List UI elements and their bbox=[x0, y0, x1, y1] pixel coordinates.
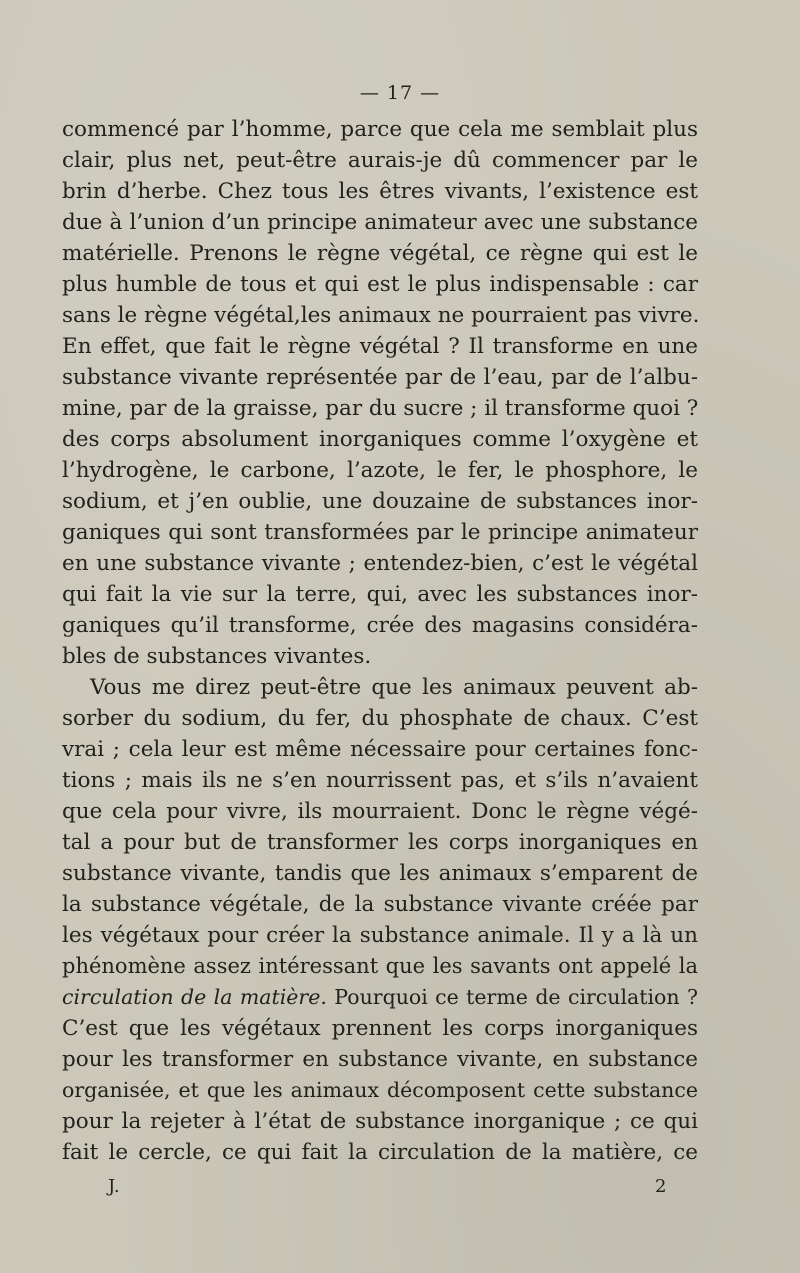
body-text bbox=[62, 114, 698, 1168]
text-line: En effet, que fait le règne végétal ? Il transforme en une bbox=[62, 334, 698, 359]
signature-mark: J. bbox=[108, 1176, 120, 1197]
text-line: bles de substances vivantes. bbox=[62, 644, 372, 669]
text-line: tions ; mais ils ne s’en nourrissent pas, et s’ils n’avaient bbox=[62, 768, 698, 793]
text-line: pour la rejeter à l’état de substance inorganique ; ce qui bbox=[62, 1109, 698, 1134]
text-line: que cela pour vivre, ils mourraient. Donc le règne végé- bbox=[62, 799, 698, 824]
text-line: matérielle. Prenons le règne végétal, ce règne qui est le bbox=[62, 241, 698, 266]
text-line: C’est que les végétaux prennent les corps inorganiques bbox=[62, 1016, 698, 1041]
text-line: organisée, et que les animaux décomposent cette substance bbox=[62, 1078, 698, 1102]
text-line: ganiques qui sont transformées par le principe animateur bbox=[62, 520, 698, 545]
text-line: tal a pour but de transformer les corps inorganiques en bbox=[62, 830, 698, 855]
text-line-with-italic bbox=[62, 982, 698, 1013]
text-line: phénomène assez intéressant que les savants ont appelé la bbox=[62, 954, 698, 978]
paragraph-start-line: Vous me direz peut-être que les animaux peuvent ab- bbox=[90, 675, 698, 700]
text-line: sorber du sodium, du fer, du phosphate de chaux. C’est bbox=[62, 706, 698, 731]
text-line: l’hydrogène, le carbone, l’azote, le fer, le phosphore, le bbox=[62, 458, 698, 483]
text-line: substance vivante représentée par de l’eau, par de l’albu- bbox=[62, 365, 698, 390]
text-line: la substance végétale, de la substance vivante créée par bbox=[62, 892, 698, 917]
text-line: clair, plus net, peut-être aurais-je dû commencer par le bbox=[62, 148, 698, 173]
text-line: vrai ; cela leur est même nécessaire pour certaines fonc- bbox=[62, 737, 698, 762]
text-line-rest: Pourquoi ce terme de circulation ? bbox=[334, 985, 698, 1009]
sheet-number: 2 bbox=[655, 1176, 667, 1197]
page-number-header: — 17 — bbox=[359, 82, 441, 104]
text-line: mine, par de la graisse, par du sucre ; il transforme quoi ? bbox=[62, 396, 699, 421]
page-footer bbox=[0, 1176, 800, 1206]
text-line: pour les transformer en substance vivante, en substance bbox=[62, 1047, 698, 1072]
text-line: qui fait la vie sur la terre, qui, avec les substances inor- bbox=[62, 582, 698, 607]
text-line: sans le règne végétal,les animaux ne pourraient pas vivre. bbox=[62, 303, 700, 328]
text-line: fait le cercle, ce qui fait la circulation de la matière, ce bbox=[62, 1140, 698, 1165]
text-line: due à l’union d’un principe animateur avec une substance bbox=[62, 210, 698, 235]
text-line: brin d’herbe. Chez tous les êtres vivants, l’existence est bbox=[62, 179, 698, 204]
text-line: sodium, et j’en oublie, une douzaine de substances inor- bbox=[62, 489, 698, 514]
italic-phrase: circulation de la matière. bbox=[62, 985, 327, 1009]
text-line: commencé par l’homme, parce que cela me semblait plus bbox=[62, 117, 698, 142]
text-line: en une substance vivante ; entendez-bien, c’est le végétal bbox=[62, 551, 698, 576]
text-line: plus humble de tous et qui est le plus indispensable : car bbox=[62, 272, 698, 297]
text-line: des corps absolument inorganiques comme l’oxygène et bbox=[62, 427, 698, 452]
text-line: les végétaux pour créer la substance animale. Il y a là un bbox=[62, 923, 698, 948]
text-line: substance vivante, tandis que les animaux s’emparent de bbox=[62, 861, 698, 886]
text-line: ganiques qu’il transforme, crée des magasins considéra- bbox=[62, 613, 698, 638]
